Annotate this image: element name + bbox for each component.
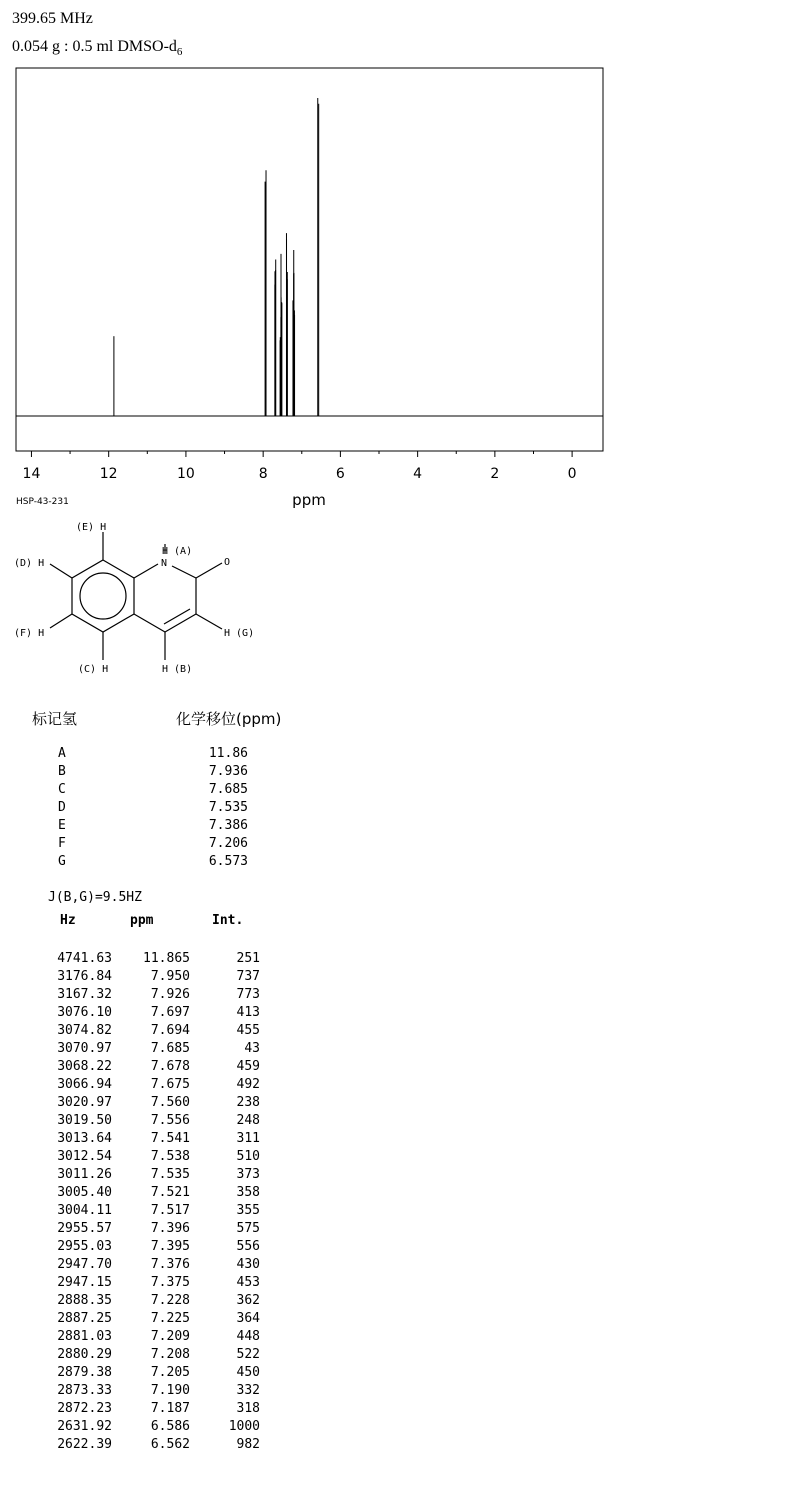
peak-ppm: 7.697	[150, 1005, 190, 1020]
bond-c3-c4	[165, 614, 196, 632]
peak-ppm: 7.208	[150, 1347, 190, 1362]
benzene-ring	[72, 560, 134, 632]
peak-hz: 3176.84	[57, 969, 112, 984]
peak-ppm: 7.675	[150, 1077, 190, 1092]
peak-int: 413	[236, 1005, 260, 1020]
shift-label: A	[58, 746, 66, 761]
peak-ppm: 6.562	[150, 1437, 190, 1452]
peak-ppm: 6.586	[150, 1419, 190, 1434]
peak-hz: 2888.35	[57, 1293, 112, 1308]
peak-hz: 2873.33	[57, 1383, 112, 1398]
header-int: Int.	[212, 913, 244, 928]
header-ppm: ppm	[130, 913, 154, 928]
sample-subscript: 6	[176, 46, 183, 59]
peak-ppm: 7.209	[150, 1329, 190, 1344]
peak-int: 358	[236, 1185, 260, 1200]
peak-int: 448	[236, 1329, 260, 1344]
peak-hz: 3013.64	[57, 1131, 112, 1146]
peak-hz: 3074.82	[57, 1023, 112, 1038]
label-d: (D) H	[14, 558, 45, 569]
peak-int: 982	[236, 1437, 260, 1452]
peak-int: 522	[236, 1347, 260, 1362]
peak-hz: 2879.38	[57, 1365, 112, 1380]
peak-ppm: 7.538	[150, 1149, 190, 1164]
shift-value: 11.86	[208, 746, 248, 761]
peak-ppm: 7.376	[150, 1257, 190, 1272]
shift-label: B	[58, 764, 66, 779]
x-tick-label: 14	[22, 466, 41, 482]
sample-description	[12, 38, 182, 58]
aromatic-circle	[80, 573, 126, 619]
shift-label: C	[58, 782, 66, 797]
coupling-constant: J(B,G)=9.5HZ	[48, 890, 142, 905]
peak-ppm: 7.187	[150, 1401, 190, 1416]
peak-int: 251	[236, 951, 260, 966]
peak-ppm: 7.521	[150, 1185, 190, 1200]
shift-label: F	[58, 836, 66, 851]
label-a: H (A)	[162, 546, 193, 557]
peak-group	[114, 98, 319, 416]
peak-int: 773	[236, 987, 260, 1002]
spectrometer-frequency: 399.65 MHz	[12, 10, 93, 27]
peak-hz: 3070.97	[57, 1041, 112, 1056]
peak-int: 453	[236, 1275, 260, 1290]
peak-hz: 2872.23	[57, 1401, 112, 1416]
shift-table-header-label: 标记氢	[32, 710, 78, 728]
peak-ppm: 7.535	[150, 1167, 190, 1182]
peak-hz: 3011.26	[57, 1167, 112, 1182]
bond-h-f	[50, 614, 72, 628]
sample-main: 0.054 g : 0.5 ml DMSO-d	[12, 38, 177, 55]
x-tick-label: 8	[258, 466, 268, 482]
peak-int: 455	[236, 1023, 260, 1038]
peak-hz: 3005.40	[57, 1185, 112, 1200]
x-tick-label: 0	[567, 466, 577, 482]
x-tick-label: 6	[335, 466, 345, 482]
peak-int: 373	[236, 1167, 260, 1182]
peak-ppm: 7.678	[150, 1059, 190, 1074]
peak-ppm: 7.694	[150, 1023, 190, 1038]
peak-int: 492	[236, 1077, 260, 1092]
bond-c4-c4a	[134, 614, 165, 632]
peak-ppm: 7.225	[150, 1311, 190, 1326]
plot-frame	[16, 68, 603, 451]
x-tick-label: 10	[177, 466, 195, 482]
peak-hz: 3019.50	[57, 1113, 112, 1128]
label-c: (C) H	[78, 664, 109, 675]
label-n: N	[161, 558, 168, 569]
x-tick-label: 2	[490, 466, 500, 482]
peak-hz: 3004.11	[57, 1203, 112, 1218]
peak-int: 430	[236, 1257, 260, 1272]
label-f: (F) H	[14, 628, 45, 639]
peak-int: 311	[236, 1131, 260, 1146]
shift-value: 7.386	[208, 818, 248, 833]
label-b: H (B)	[162, 664, 193, 675]
peak-ppm: 7.950	[150, 969, 190, 984]
bond-h-g	[196, 614, 222, 629]
shift-value: 7.206	[208, 836, 248, 851]
shift-value: 7.936	[208, 764, 248, 779]
bond-n-c2	[172, 566, 196, 578]
peak-ppm: 7.560	[150, 1095, 190, 1110]
label-e: (E) H	[76, 522, 107, 533]
peak-hz: 2622.39	[57, 1437, 112, 1452]
peak-hz: 2955.57	[57, 1221, 112, 1236]
peak-ppm: 7.228	[150, 1293, 190, 1308]
peak-ppm: 7.926	[150, 987, 190, 1002]
peak-int: 450	[236, 1365, 260, 1380]
peak-ppm: 7.205	[150, 1365, 190, 1380]
peak-int: 43	[244, 1041, 260, 1056]
bond-c3-c4-double	[164, 609, 190, 624]
peak-int: 510	[236, 1149, 260, 1164]
peak-int: 556	[236, 1239, 260, 1254]
peak-ppm: 7.395	[150, 1239, 190, 1254]
structure-bonds	[50, 532, 222, 660]
peak-hz: 2880.29	[57, 1347, 112, 1362]
peak-ppm: 7.375	[150, 1275, 190, 1290]
peak-int: 737	[236, 969, 260, 984]
peak-ppm: 7.190	[150, 1383, 190, 1398]
peak-hz: 3068.22	[57, 1059, 112, 1074]
label-o: O	[224, 557, 231, 568]
peak-hz: 3012.54	[57, 1149, 112, 1164]
peak-int: 332	[236, 1383, 260, 1398]
x-tick-label: 4	[413, 466, 423, 482]
bond-c8a-n	[134, 564, 158, 578]
spectrum-code: HSP-43-231	[16, 497, 69, 507]
peak-hz: 2947.15	[57, 1275, 112, 1290]
peak-int: 355	[236, 1203, 260, 1218]
peak-ppm: 7.396	[150, 1221, 190, 1236]
shift-label: D	[58, 800, 66, 815]
x-tick-label: 12	[99, 466, 118, 482]
peak-hz: 3076.10	[57, 1005, 112, 1020]
header-hz: Hz	[60, 913, 76, 928]
peak-hz: 2955.03	[57, 1239, 112, 1254]
peak-int: 459	[236, 1059, 260, 1074]
bond-carbonyl	[196, 563, 222, 578]
peak-int: 362	[236, 1293, 260, 1308]
peak-hz: 2881.03	[57, 1329, 112, 1344]
peak-ppm: 7.556	[150, 1113, 190, 1128]
molecule-structure	[0, 510, 300, 680]
peak-int: 364	[236, 1311, 260, 1326]
x-axis-ticks	[23, 451, 577, 482]
peak-hz: 3066.94	[57, 1077, 112, 1092]
peak-hz: 2887.25	[57, 1311, 112, 1326]
peak-hz: 2631.92	[57, 1419, 112, 1434]
shift-label: G	[58, 854, 66, 869]
shift-label: E	[58, 818, 66, 833]
peak-int: 238	[236, 1095, 260, 1110]
peak-int: 1000	[228, 1419, 260, 1434]
peak-hz: 2947.70	[57, 1257, 112, 1272]
peak-ppm: 7.517	[150, 1203, 190, 1218]
peak-hz: 3167.32	[57, 987, 112, 1002]
peak-int: 575	[236, 1221, 260, 1236]
peak-hz: 3020.97	[57, 1095, 112, 1110]
shift-table-header-shift: 化学移位(ppm)	[176, 710, 282, 728]
peak-ppm: 11.865	[143, 951, 190, 966]
shift-value: 6.573	[208, 854, 248, 869]
peak-hz: 4741.63	[57, 951, 112, 966]
peak-ppm: 7.685	[150, 1041, 190, 1056]
nmr-spectrum-chart	[0, 60, 620, 520]
x-axis-label: ppm	[292, 491, 326, 509]
peak-ppm: 7.541	[150, 1131, 190, 1146]
shift-value: 7.535	[208, 800, 248, 815]
bond-h-d	[50, 564, 72, 578]
peak-int: 318	[236, 1401, 260, 1416]
label-g: H (G)	[224, 628, 255, 639]
shift-value: 7.685	[208, 782, 248, 797]
peak-int: 248	[236, 1113, 260, 1128]
